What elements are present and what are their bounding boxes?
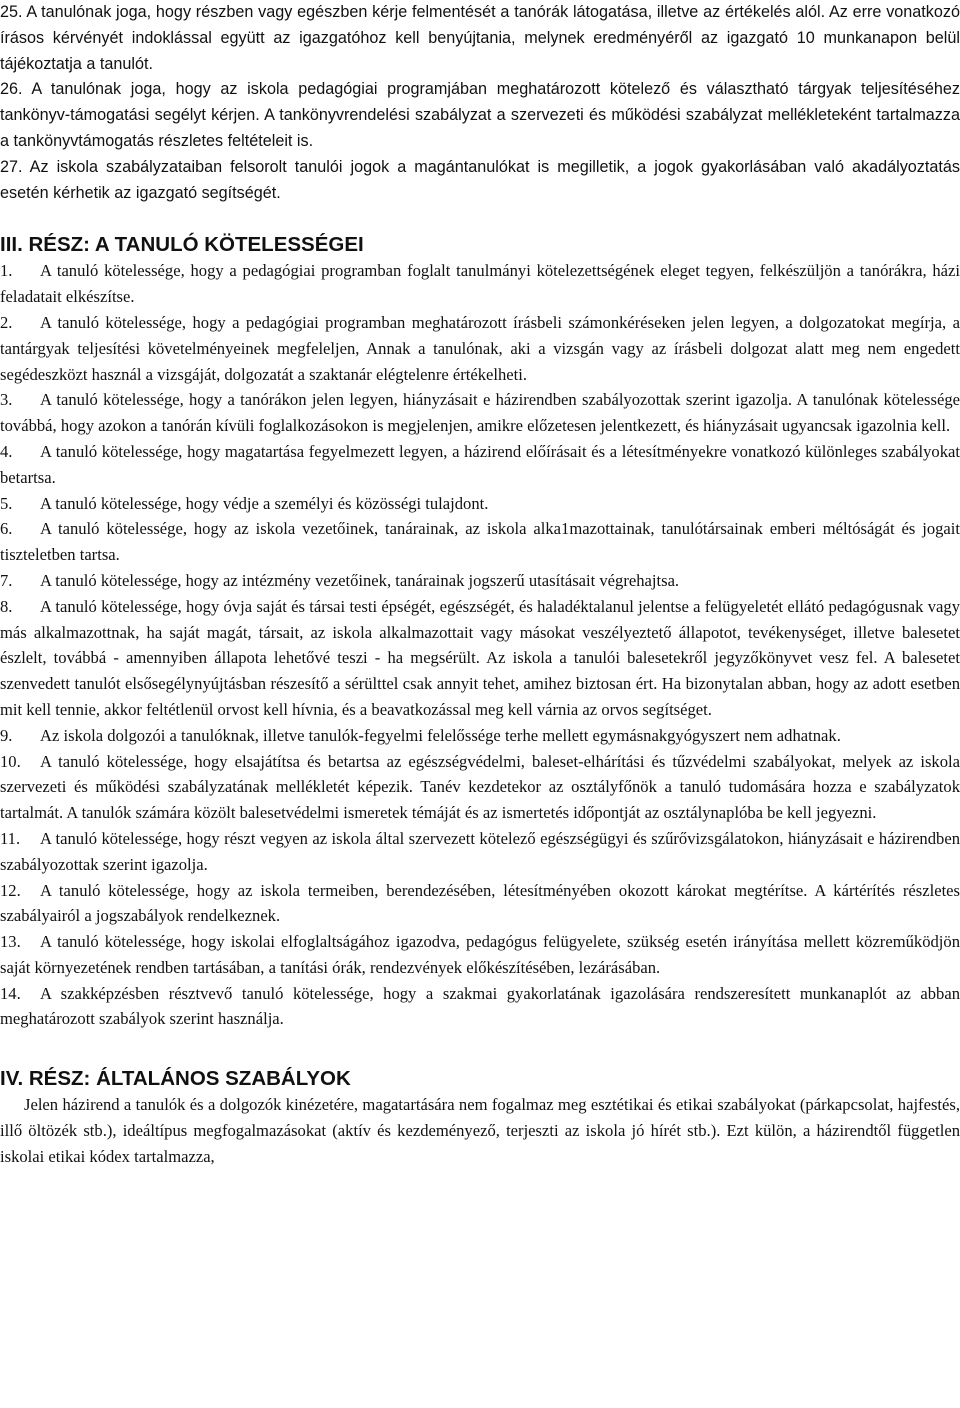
item-text: A tanuló kötelessége, hogy az intézmény vezetőinek, tanárainak jogszerű utasításait végrehajtsa. (40, 570, 680, 590)
spacer (0, 206, 960, 232)
item-number: 10. (0, 751, 21, 771)
item-text: A szakképzésben résztvevő tanuló kötelessége, hogy a szakmai gyakorlatának igazolására rendszeresített munkanaplót az abban meghatározott szabályok szerint használja. (0, 983, 960, 1029)
item-number: 2. (0, 312, 13, 332)
item-text: A tanuló kötelessége, hogy az iskola vezetőinek, tanárainak, az iskola alka1mazottainak, tanulótársainak emberi méltóságát és jogait tiszteletben tartsa. (0, 519, 960, 565)
item-text: A tanuló kötelessége, hogy magatartása fegyelmezett legyen, a házirend előírásait és a létesítményekre vonatkozó különleges szabályokat betartsa. (0, 441, 960, 487)
item-number: 12. (0, 880, 21, 900)
item-text: A tanuló kötelessége, hogy a pedagógiai programban meghatározott írásbeli számonkéréseken jelen legyen, a dolgozatokat megírja, a tantárgyak teljesítési követelményeinek megfeleljen, Annak a tanulónak, aki a vizsgán vagy az írásbeli dolgozat alatt meg nem engedett segédeszközt használ a vizsgáját, dolgozatát a szaktanár elégtelenre értékelheti. (0, 312, 960, 384)
item-text: A tanuló kötelessége, hogy elsajátítsa és betartsa az egészségvédelmi, baleset-elhárítási és tűzvédelmi szabályokat, melyek az iskola szervezeti és működési szabályzatának mellékletét képezik. Tanév kezdetekor az osztályfőnök a tanuló tudomására hozza e szabályzatok tartalmát. A tanulók számára közölt balesetvédelmi ismeretek témáját és az ismertetés időpontját az osztálynaplóba be kell jegyezni. (0, 751, 960, 823)
paragraph-text: A tanulónak joga, hogy az iskola pedagógiai programjában meghatározott kötelező és választható tárgyak teljesítéséhez tankönyv-támogatási segélyt kérjen. A tankönyvrendelési szabályzat a szervezeti és működési szabályzat mellékleteként tartalmazza a tankönyvtámogatás részletes feltételeit is. (0, 80, 960, 150)
paragraph-27 (0, 155, 960, 207)
item-number: 7. (0, 570, 13, 590)
list-item (0, 929, 960, 981)
item-number: 4. (0, 441, 13, 461)
item-number: 3. (0, 390, 13, 410)
list-item (0, 258, 960, 310)
list-item (0, 878, 960, 930)
paragraph-text: Az iskola szabályzataiban felsorolt tanulói jogok a magántanulókat is megilletik, a jogok gyakorlásában való akadályoztatás esetén kérhetik az igazgató segítségét. (0, 157, 960, 202)
list-item (0, 594, 960, 723)
list-item (0, 387, 960, 439)
list-item (0, 516, 960, 568)
spacer (0, 1032, 960, 1066)
item-text: A tanuló kötelessége, hogy a pedagógiai programban foglalt tanulmányi kötelezettségének eleget tegyen, felkészüljön a tanórákra, házi feladatait elkészítse. (0, 261, 960, 307)
item-text: A tanuló kötelessége, hogy részt vegyen az iskola által szervezett kötelező egészségügyi és szűrővizsgálatokon, hiányzásait e házirendben szabályozottak szerint igazolja. (0, 828, 960, 874)
section-heading-iii: III. RÉSZ: A TANULÓ KÖTELESSÉGEI (0, 233, 364, 257)
paragraph-number: 26. (0, 80, 23, 99)
item-text: A tanuló kötelessége, hogy az iskola termeiben, berendezésében, létesítményében okozott károkat megtérítse. A kártérítés részletes szabályairól a jogszabályok rendelkeznek. (0, 880, 960, 926)
list-item (0, 491, 960, 517)
item-text: A tanuló kötelessége, hogy védje a személyi és közösségi tulajdont. (40, 493, 489, 513)
item-number: 13. (0, 932, 21, 952)
paragraph-25 (0, 0, 960, 77)
list-item (0, 439, 960, 491)
paragraph-number: 25. (0, 3, 23, 21)
list-item (0, 749, 960, 826)
list-item (0, 723, 960, 749)
item-number: 1. (0, 261, 13, 281)
section-intro-paragraph: Jelen házirend a tanulók és a dolgozók kinézetére, magatartására nem fogalmaz meg esztétikai és etikai szabályokat (párkapcsolat, hajfestés, illő öltözék stb.), ideáltípus megfogalmazásokat (aktív és kezdeményező, terjeszti az iskola jó hírét stb.). Ezt külön, a házirendtől független iskolai etikai kódex tartalmazza, (0, 1095, 960, 1166)
duties-list (0, 258, 960, 1032)
list-item (0, 310, 960, 387)
paragraph-26 (0, 77, 960, 154)
item-number: 6. (0, 519, 13, 539)
list-item (0, 568, 960, 594)
item-number: 5. (0, 493, 13, 513)
item-text: Az iskola dolgozói a tanulóknak, illetve tanulók-fegyelmi felelőssége terhe mellett egymásnakgyógyszert nem adhatnak. (40, 725, 841, 745)
item-number: 8. (0, 596, 13, 616)
item-number: 9. (0, 725, 13, 745)
paragraph-number: 27. (0, 157, 23, 176)
list-item (0, 826, 960, 878)
item-text: A tanuló kötelessége, hogy a tanórákon jelen legyen, hiányzásait e házirendben szabályozottak szerint igazolja. A tanulónak kötelessége továbbá, hogy azokon a tanórán kívüli foglalkozásokon is megjelenjen, amikre előzetesen jelentkezett, és hiányzásait ugyancsak igazolnia kell. (0, 390, 960, 436)
item-number: 14. (0, 983, 21, 1003)
section-heading-iv: IV. RÉSZ: ÁLTALÁNOS SZABÁLYOK (0, 1067, 351, 1091)
item-text: A tanuló kötelessége, hogy óvja saját és társai testi épségét, egészségét, és haladéktalanul jelentse a felügyeletét ellátó pedagógusnak vagy más alkalmazottnak, ha saját magát, társait, az iskola alkalmazottait vagy másokat veszélyeztető állapotot, tevékenységet, illetve balesetet észlelt, továbbá - amennyiben állapota lehetővé teszi - ha megsérült. Az iskola a tanulói balesetekről jegyzőkönyvet vesz fel. A balesetet szenvedett tanulót elsősegélynyújtásban részesítő a sérülttel csak annyit tehet, amihez biztosan ért. Ha bizonytalan abban, hogy az adott esetben mit kell tennie, akkor feltétlenül orvost kell hívnia, és a beavatkozással meg kell várnia az orvos segítséget. (0, 596, 960, 719)
list-item (0, 981, 960, 1033)
item-number: 11. (0, 828, 21, 848)
item-text: A tanuló kötelessége, hogy iskolai elfoglaltságához igazodva, pedagógus felügyelete, szükség esetén irányítása mellett közreműködjön saját környezetének rendben tartásában, a tanítási órák, rendezvények előkészítésében, lezárásában. (0, 932, 960, 977)
paragraph-text: A tanulónak joga, hogy részben vagy egészben kérje felmentését a tanórák látogatása, illetve az értékelés alól. Az erre vonatkozó írásos kérvényét indoklással együtt az igazgatóhoz kell benyújtania, melynek eredményéről az igazgató 10 munkanapon belül tájékoztatja a tanulót. (0, 3, 960, 73)
